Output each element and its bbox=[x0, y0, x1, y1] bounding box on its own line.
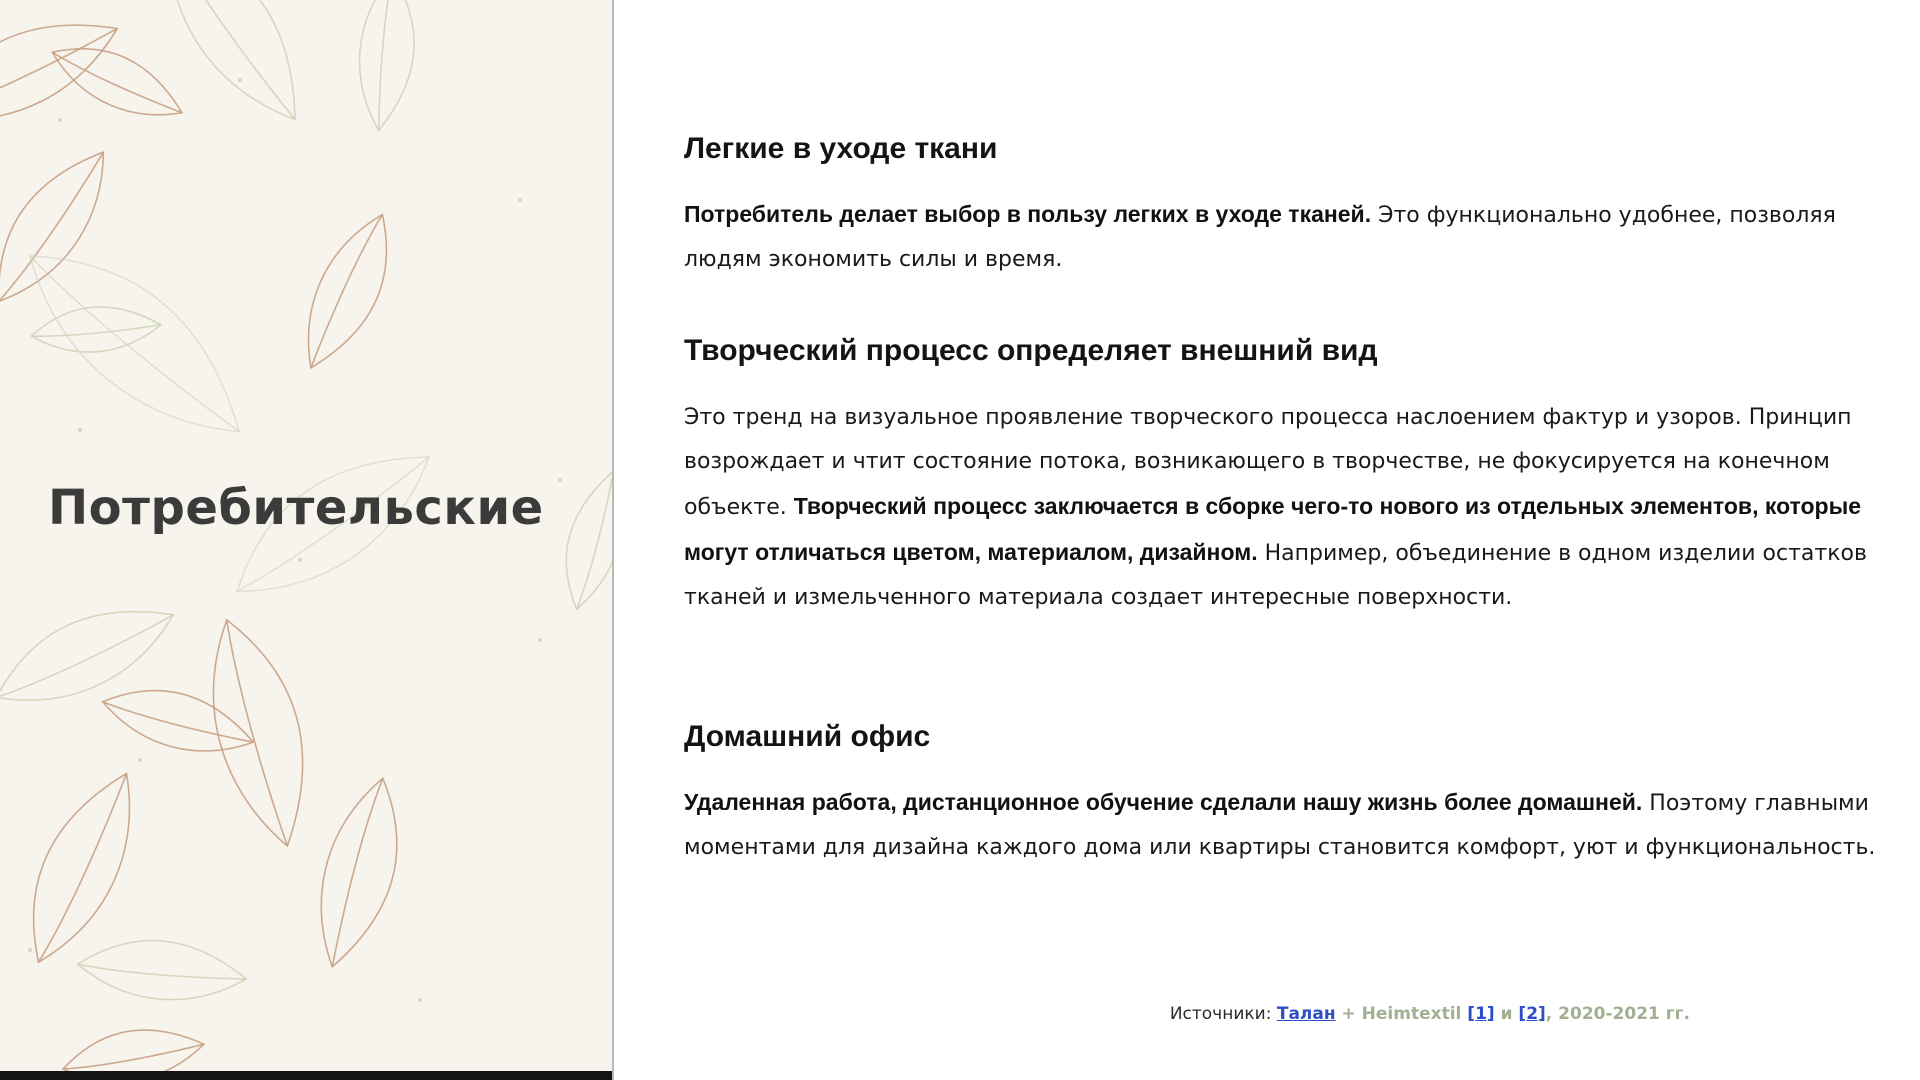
paragraph-regular-text: Например, объединение в одном изделии остатков тканей и измельченного материала создает интересные поверхности. bbox=[684, 541, 1867, 610]
section-heading: Творческий процесс определяет внешний вид bbox=[684, 334, 1378, 367]
section-easy-care-fabrics bbox=[684, 132, 1890, 282]
paragraph-bold-text: Творческий процесс заключается в сборке чего-то нового из отдельных элементов, которые могут отличаться цветом, материалом, дизайном. bbox=[684, 493, 1862, 565]
left-panel bbox=[0, 0, 614, 1080]
paragraph-regular-text: Поэтому главными моментами для дизайна каждого дома или квартиры становится комфорт, уют и функциональность. bbox=[684, 791, 1876, 860]
section-paragraph bbox=[684, 192, 1890, 282]
paragraph-bold-text: Потребитель делает выбор в пользу легких в уходе тканей. bbox=[684, 201, 1372, 227]
section-heading: Легкие в уходе ткани bbox=[684, 132, 998, 165]
source-link-talan[interactable]: Талан bbox=[1276, 1004, 1336, 1024]
section-home-office bbox=[684, 720, 1890, 870]
paragraph-bold-text: Удаленная работа, дистанционное обучение сделали нашу жизнь более домашней. bbox=[684, 789, 1643, 815]
content-area bbox=[684, 0, 1890, 1080]
section-paragraph bbox=[684, 396, 1890, 620]
sources-label: Источники: bbox=[1169, 1004, 1277, 1024]
sources-text-heimtextil: + Heimtextil bbox=[1335, 1004, 1468, 1024]
page-title: Потребительские bbox=[48, 480, 544, 536]
paragraph-regular-text: Это функционально удобнее, позволяя людям экономить силы и время. bbox=[684, 203, 1836, 272]
source-link-2[interactable]: [2] bbox=[1518, 1004, 1546, 1024]
section-paragraph bbox=[684, 780, 1890, 870]
sources-text-and: и bbox=[1494, 1004, 1519, 1024]
section-creative-process bbox=[684, 334, 1890, 620]
source-link-1[interactable]: [1] bbox=[1467, 1004, 1495, 1024]
sources-line bbox=[1170, 1004, 1690, 1024]
leaf-pattern-illustration bbox=[0, 0, 612, 1080]
bottom-bar bbox=[0, 1071, 612, 1080]
section-heading: Домашний офис bbox=[684, 720, 931, 753]
sources-years: , 2020-2021 гг. bbox=[1545, 1004, 1690, 1024]
paragraph-regular-text: Это тренд на визуальное проявление творческого процесса наслоением фактур и узоров. Принцип возрождает и чтит состояние потока, возникающего в творчестве, не фокусируется на конечном объекте. bbox=[684, 405, 1852, 520]
